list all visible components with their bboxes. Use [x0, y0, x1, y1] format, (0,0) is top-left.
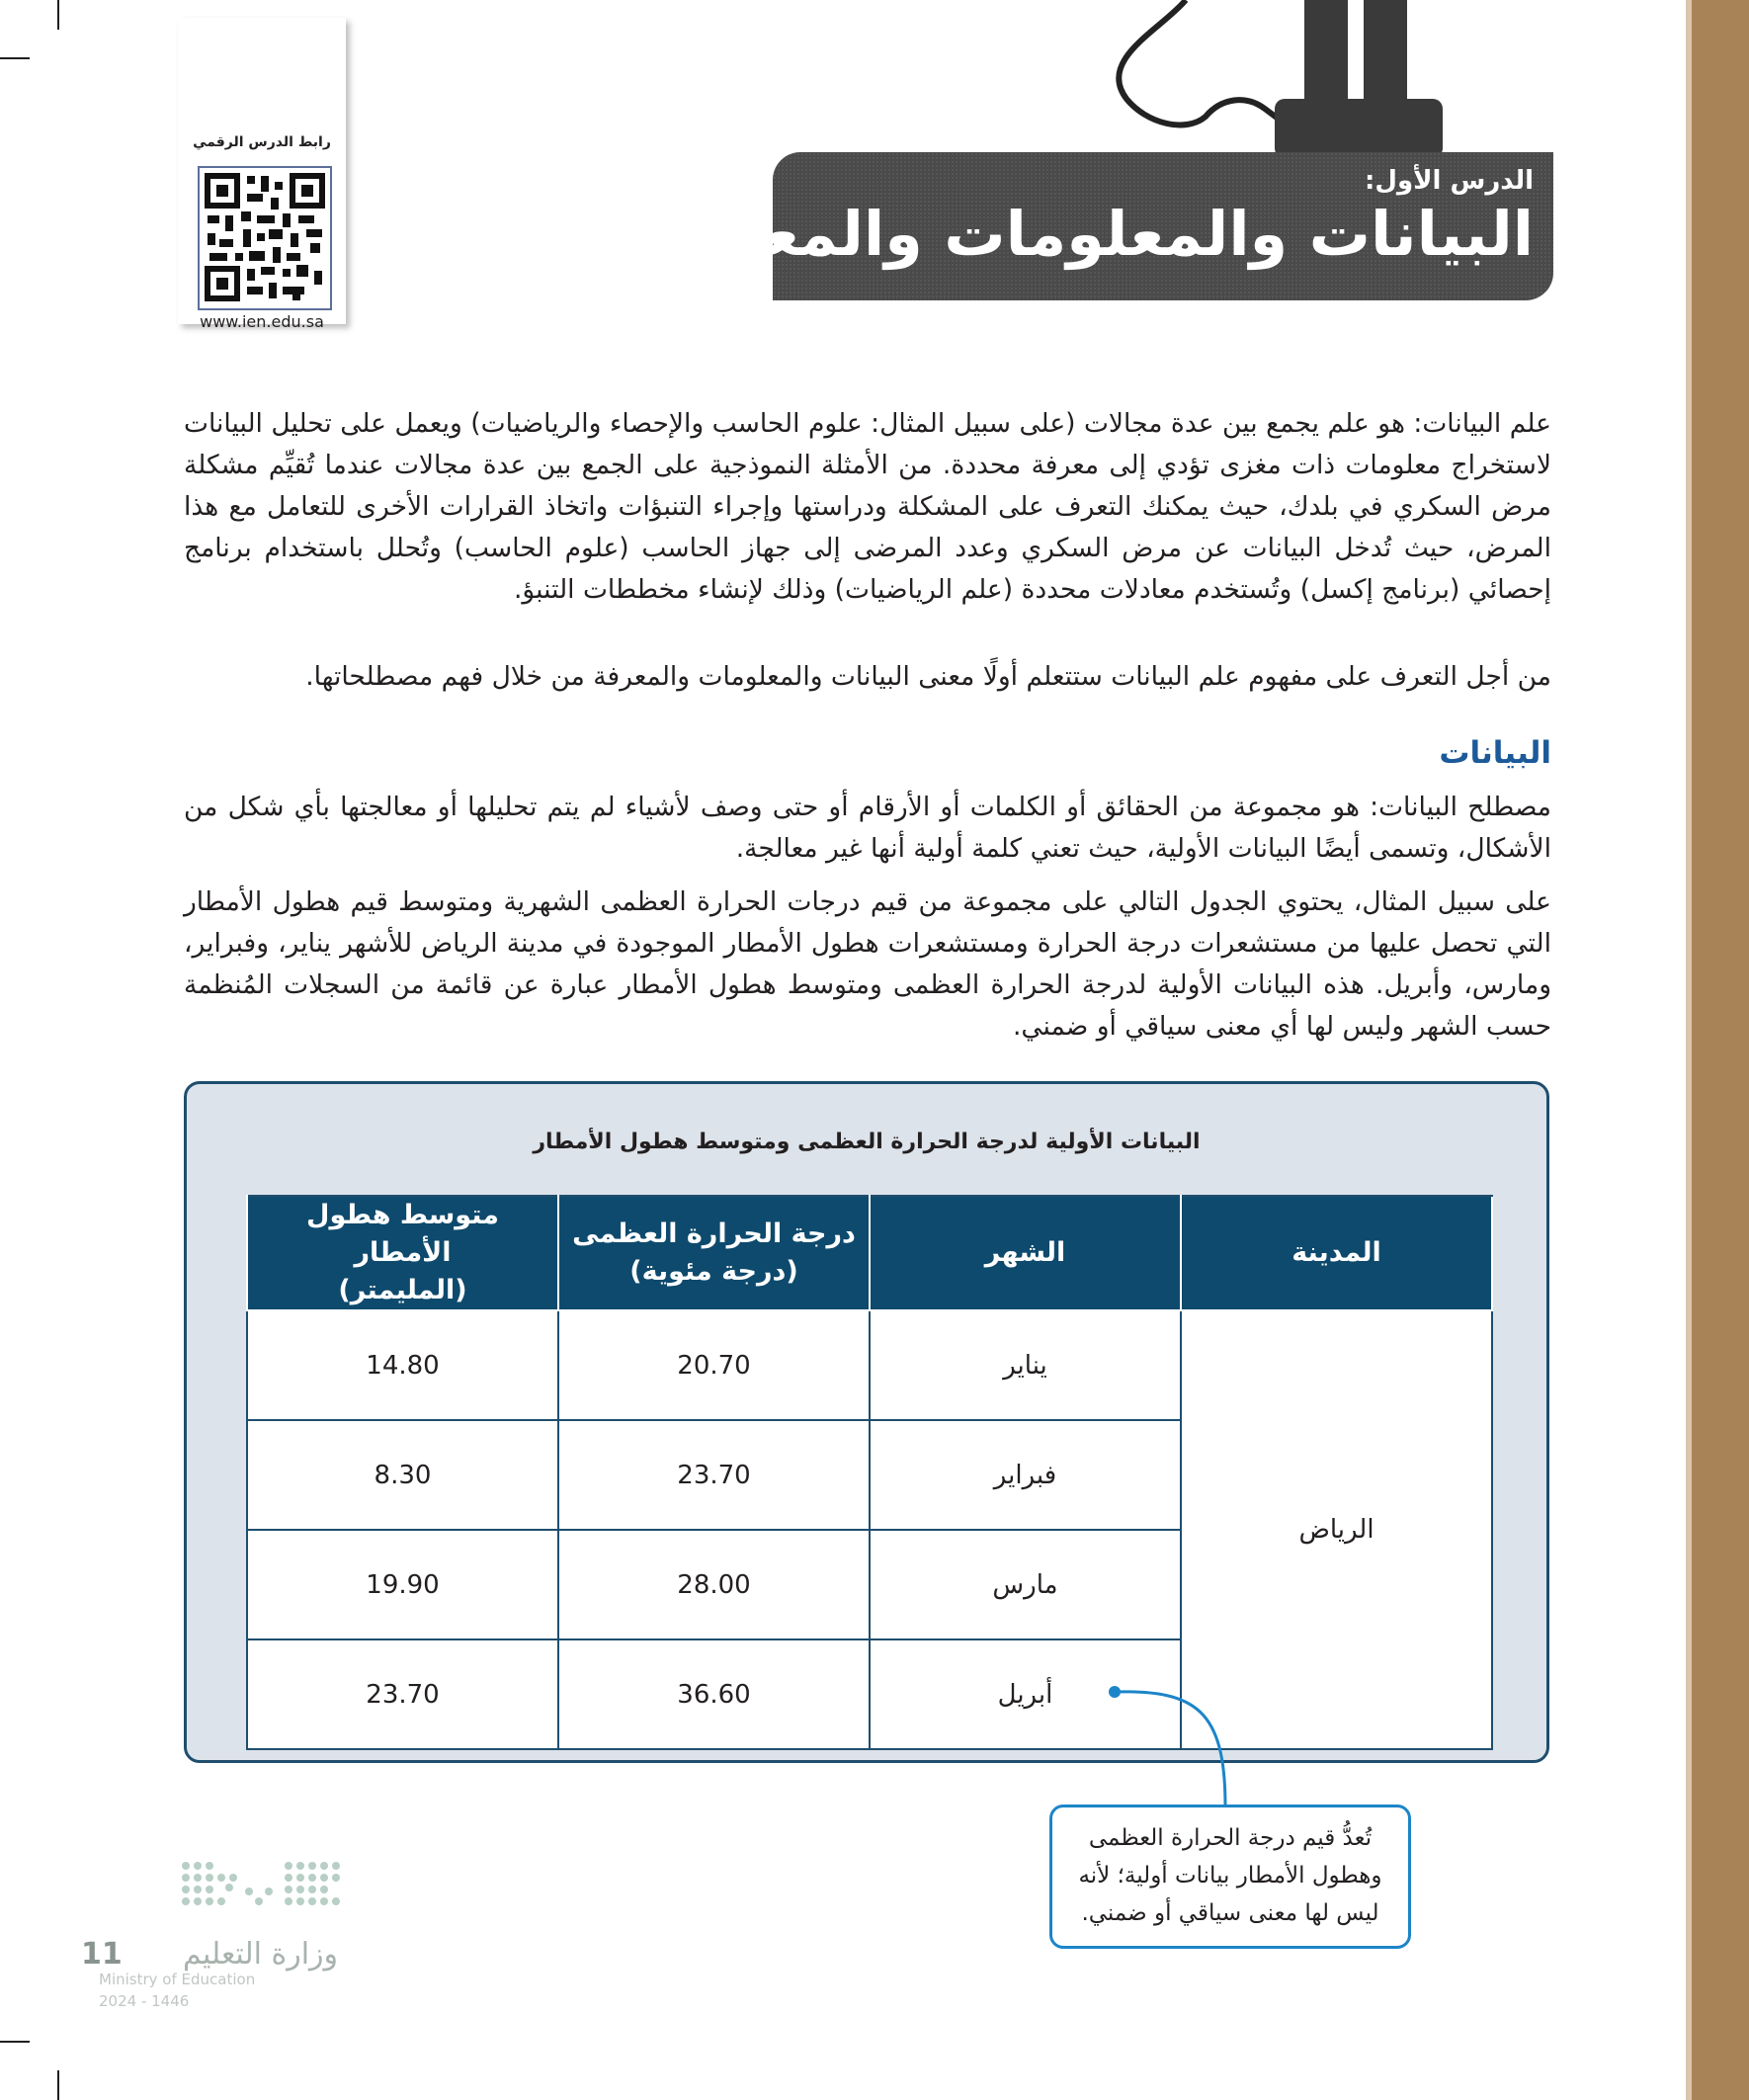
crop-mark	[0, 2041, 30, 2043]
header-city: المدينة	[1181, 1196, 1492, 1310]
ministry-year: 2024 - 1446	[99, 1992, 190, 2010]
table-panel	[184, 1081, 1549, 1763]
temp-cell: 28.00	[558, 1530, 870, 1639]
lesson-title: البيانات والمعلومات والمعرفة	[649, 198, 1534, 270]
section-heading: البيانات	[1439, 735, 1551, 771]
qr-code-icon[interactable]	[198, 166, 332, 310]
qr-label: رابط الدرس الرقمي	[193, 134, 331, 150]
header-temperature-line2: (درجة مئوية)	[629, 1256, 798, 1287]
header-rainfall-line2: (المليمتر)	[338, 1275, 467, 1305]
temp-cell: 23.70	[558, 1420, 870, 1530]
data-definition-paragraph: مصطلح البيانات: هو مجموعة من الحقائق أو الكلمات أو الأرقام أو حتى وصف لأشياء لم يتم تحليلها أو معالجتها بأي شكل من الأشكال، وتسمى أيضًا البيانات الأولية، حيث تعني كلمة أولية أنها غير معالجة.	[184, 792, 1551, 864]
lesson-subtitle: الدرس الأول:	[1365, 166, 1534, 196]
table-row	[247, 1310, 1492, 1420]
month-cell: أبريل	[870, 1639, 1181, 1749]
rain-cell: 23.70	[247, 1639, 558, 1749]
header-temperature-line1: درجة الحرارة العظمى	[572, 1218, 856, 1249]
crop-mark	[57, 2070, 59, 2100]
rain-cell: 14.80	[247, 1310, 558, 1420]
intro-paragraph-2: من أجل التعرف على مفهوم علم البيانات ستتعلم أولًا معنى البيانات والمعلومات والمعرفة من خلال فهم مصطلحاتها.	[305, 661, 1551, 692]
header-temperature	[558, 1196, 870, 1310]
callout-line-1: تُعدُّ قيم درجة الحرارة العظمى	[1088, 1825, 1373, 1851]
ministry-name-english: Ministry of Education	[99, 1971, 256, 1988]
qr-card[interactable]	[178, 18, 346, 331]
temp-cell: 20.70	[558, 1310, 870, 1420]
header-rainfall	[247, 1196, 558, 1310]
month-cell: يناير	[870, 1310, 1181, 1420]
raw-data-table	[246, 1195, 1493, 1750]
temp-cell: 36.60	[558, 1639, 870, 1749]
page-number: 11	[81, 1937, 123, 1972]
table-caption: البيانات الأولية لدرجة الحرارة العظمى ومتوسط هطول الأمطار	[533, 1130, 1201, 1154]
qr-url[interactable]: www.ien.edu.sa	[200, 312, 324, 331]
city-cell: الرياض	[1181, 1310, 1492, 1749]
side-bar	[1692, 0, 1749, 2100]
callout-pointer-icon	[1107, 1680, 1275, 1808]
crop-mark	[57, 0, 59, 30]
rain-cell: 19.90	[247, 1530, 558, 1639]
month-cell: فبراير	[870, 1420, 1181, 1530]
callout-note	[1049, 1805, 1411, 1949]
table-header-row	[247, 1196, 1492, 1310]
intro-paragraph: علم البيانات: هو علم يجمع بين عدة مجالات (على سبيل المثال: علوم الحاسب والإحصاء والرياضيات) ويعمل على تحليل البيانات لاستخراج معلومات ذات مغزى تؤدي إلى معرفة محددة. من الأمثلة النموذجية على الجمع بين عدة مجالات عندما تُقيِّم مشكلة مرض السكري في بلدك، حيث يمكنك التعرف على المشكلة ودراستها وإجراء التنبؤات واتخاذ القرارات الأخرى للتعامل مع هذا المرض، حيث تُدخل البيانات عن مرض السكري وعدد المرضى إلى جهاز الحاسب (علوم الحاسب) وتُحلل باستخدام برنامج إحصائي (برنامج إكسل) وتُستخدم معادلات محددة (علم الرياضيات) وذلك لإنشاء مخططات التنبؤ.	[184, 408, 1551, 605]
month-cell: مارس	[870, 1530, 1181, 1639]
ministry-name-arabic: وزارة التعليم	[183, 1937, 339, 1972]
data-example-paragraph: على سبيل المثال، يحتوي الجدول التالي على مجموعة من قيم درجات الحرارة العظمى الشهرية ومتوسط قيم هطول الأمطار التي تحصل عليها من مستشعرات درجة الحرارة ومستشعرات هطول الأمطار الموجودة في مدينة الرياض للأشهر يناير، وفبراير، ومارس، وأبريل. هذه البيانات الأولية لدرجة الحرارة العظمى ومتوسط هطول الأمطار عبارة عن قائمة من السجلات المُنظمة حسب الشهر وليس لها أي معنى سياقي أو ضمني.	[184, 886, 1551, 1042]
header-month: الشهر	[870, 1196, 1181, 1310]
callout-line-3: ليس لها معنى سياقي أو ضمني.	[1081, 1900, 1379, 1926]
rain-cell: 8.30	[247, 1420, 558, 1530]
header-rainfall-line1: متوسط هطول الأمطار	[306, 1200, 499, 1268]
callout-line-2: وهطول الأمطار بيانات أولية؛ لأنه	[1078, 1863, 1382, 1889]
lesson-title-banner	[649, 152, 1553, 300]
crop-mark	[0, 57, 30, 59]
